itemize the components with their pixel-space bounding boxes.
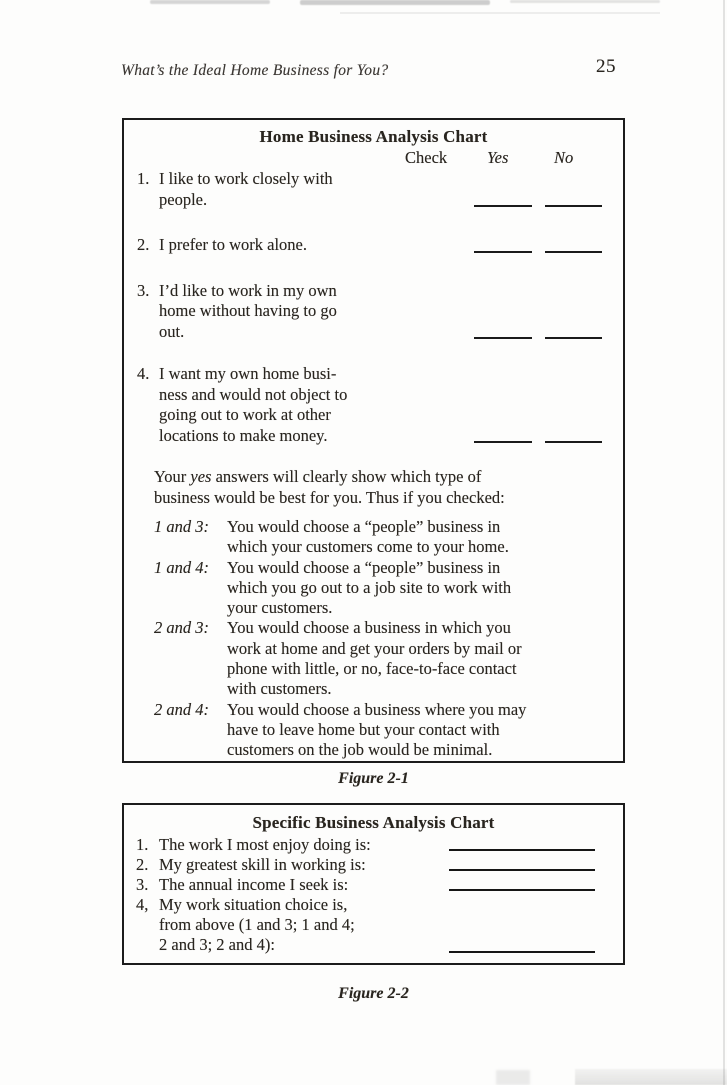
combo-label: 1 and 4:	[154, 557, 209, 577]
fill-in-rule	[449, 951, 595, 953]
item-number: 2.	[137, 235, 150, 254]
item-number: 2.	[136, 855, 149, 874]
item-number: 4,	[136, 895, 149, 914]
combo-line: which your customers come to your home.	[227, 537, 509, 557]
combo-text	[227, 618, 623, 699]
note-emphasis: yes	[190, 467, 212, 486]
f2-item-2	[124, 855, 623, 875]
scan-artifact	[575, 1069, 727, 1085]
combo-line: have to leave home but your contact with	[227, 719, 500, 739]
item-number: 4.	[137, 364, 150, 383]
note-text: Your	[154, 467, 191, 486]
f2-item-1	[124, 835, 623, 855]
combo-line: with customers.	[227, 679, 332, 699]
combo-line: phone with little, or no, face-to-face contact	[227, 659, 517, 679]
column-header-no: No	[554, 148, 574, 167]
combo-label: 2 and 3:	[154, 618, 209, 638]
combo-2and4	[154, 700, 623, 761]
item-text	[159, 835, 449, 855]
item-text	[159, 235, 469, 256]
scan-artifact	[510, 0, 660, 3]
item-number: 3.	[137, 280, 150, 300]
fill-in-rule	[449, 869, 595, 871]
item-line: going out to work at other	[159, 405, 331, 424]
scan-artifact	[723, 0, 725, 1085]
page-number: 25	[596, 56, 616, 77]
f1-item-4	[124, 364, 623, 446]
item-line: out.	[159, 321, 185, 341]
item-line: ness and would not object to	[159, 384, 348, 404]
item-number: 1.	[136, 835, 149, 854]
item-line: locations to make money.	[159, 425, 328, 445]
item-text	[159, 169, 469, 210]
note-paragraph	[154, 467, 623, 508]
f2-item-3	[124, 875, 623, 895]
combo-line: customers on the job would be minimal.	[227, 740, 493, 760]
figure2-caption: Figure 2-2	[338, 985, 409, 1002]
scan-artifact	[150, 0, 270, 4]
item-text	[159, 855, 449, 875]
figure1-title: Home Business Analysis Chart	[259, 127, 488, 146]
figure2-title: Specific Business Analysis Chart	[252, 813, 495, 832]
item-text	[159, 364, 469, 446]
no-answer-rule	[545, 337, 602, 339]
item-line: My greatest skill in working is:	[159, 855, 366, 874]
f2-item-4	[124, 895, 623, 955]
yes-answer-rule	[474, 441, 532, 443]
scan-artifact	[496, 1070, 530, 1085]
no-answer-rule	[545, 441, 602, 443]
item-text	[159, 895, 449, 955]
note-text: answers will clearly show which type of	[211, 467, 482, 486]
home-business-analysis-chart-box	[122, 118, 625, 763]
yes-answer-rule	[474, 337, 532, 339]
combo-line: which you go out to a job site to work with	[227, 577, 512, 597]
item-line: 2 and 3; 2 and 4):	[159, 935, 275, 954]
item-number: 3.	[136, 875, 149, 894]
combo-1and3	[154, 517, 623, 558]
running-head: What’s the Ideal Home Business for You?	[121, 62, 389, 79]
item-line: people.	[159, 189, 208, 209]
f1-item-1	[124, 169, 623, 210]
f1-item-3	[124, 281, 623, 343]
column-header-yes: Yes	[487, 148, 509, 167]
combo-2and3	[154, 618, 623, 699]
f1-item-2	[124, 235, 623, 256]
item-line: My work situation choice is,	[159, 895, 348, 914]
item-line: I prefer to work alone.	[159, 235, 307, 254]
note-line: business would be best for you. Thus if you checked:	[154, 487, 505, 507]
scan-artifact	[340, 12, 660, 14]
combo-line: You would choose a “people” business in	[227, 557, 501, 577]
combo-text	[227, 558, 623, 619]
note-line	[154, 467, 623, 488]
combo-label: 1 and 3:	[154, 517, 209, 536]
combo-text	[227, 517, 623, 558]
item-line: I like to work closely with	[159, 169, 333, 188]
item-line: from above (1 and 3; 1 and 4;	[159, 915, 355, 934]
combo-line: work at home and get your orders by mail or	[227, 638, 522, 658]
scan-artifact	[300, 0, 490, 5]
combo-line: You would choose a “people” business in	[227, 517, 501, 536]
no-answer-rule	[545, 251, 602, 253]
no-answer-rule	[545, 205, 602, 207]
combo-line: You would choose a business where you may	[227, 699, 527, 719]
combo-1and4	[154, 558, 623, 619]
item-text	[159, 281, 469, 343]
item-line: I’d like to work in my own	[159, 280, 337, 300]
specific-business-analysis-chart-box	[122, 803, 625, 965]
yes-answer-rule	[474, 251, 532, 253]
combo-line: You would choose a business in which you	[227, 618, 511, 638]
item-line: I want my own home busi-	[159, 364, 337, 383]
item-text	[159, 875, 449, 895]
figure1-caption: Figure 2-1	[338, 770, 409, 787]
figure1-column-headers	[124, 147, 623, 169]
fill-in-rule	[449, 849, 595, 851]
fill-in-rule	[449, 889, 595, 891]
combo-line: your customers.	[227, 598, 333, 618]
yes-answer-rule	[474, 205, 532, 207]
item-line: home without having to go	[159, 301, 337, 320]
combo-label: 2 and 4:	[154, 699, 209, 719]
item-line: The annual income I seek is:	[159, 875, 349, 894]
item-line: The work I most enjoy doing is:	[159, 835, 371, 854]
item-number: 1.	[137, 169, 150, 188]
column-header-check: Check	[405, 148, 448, 167]
combo-text	[227, 700, 623, 761]
